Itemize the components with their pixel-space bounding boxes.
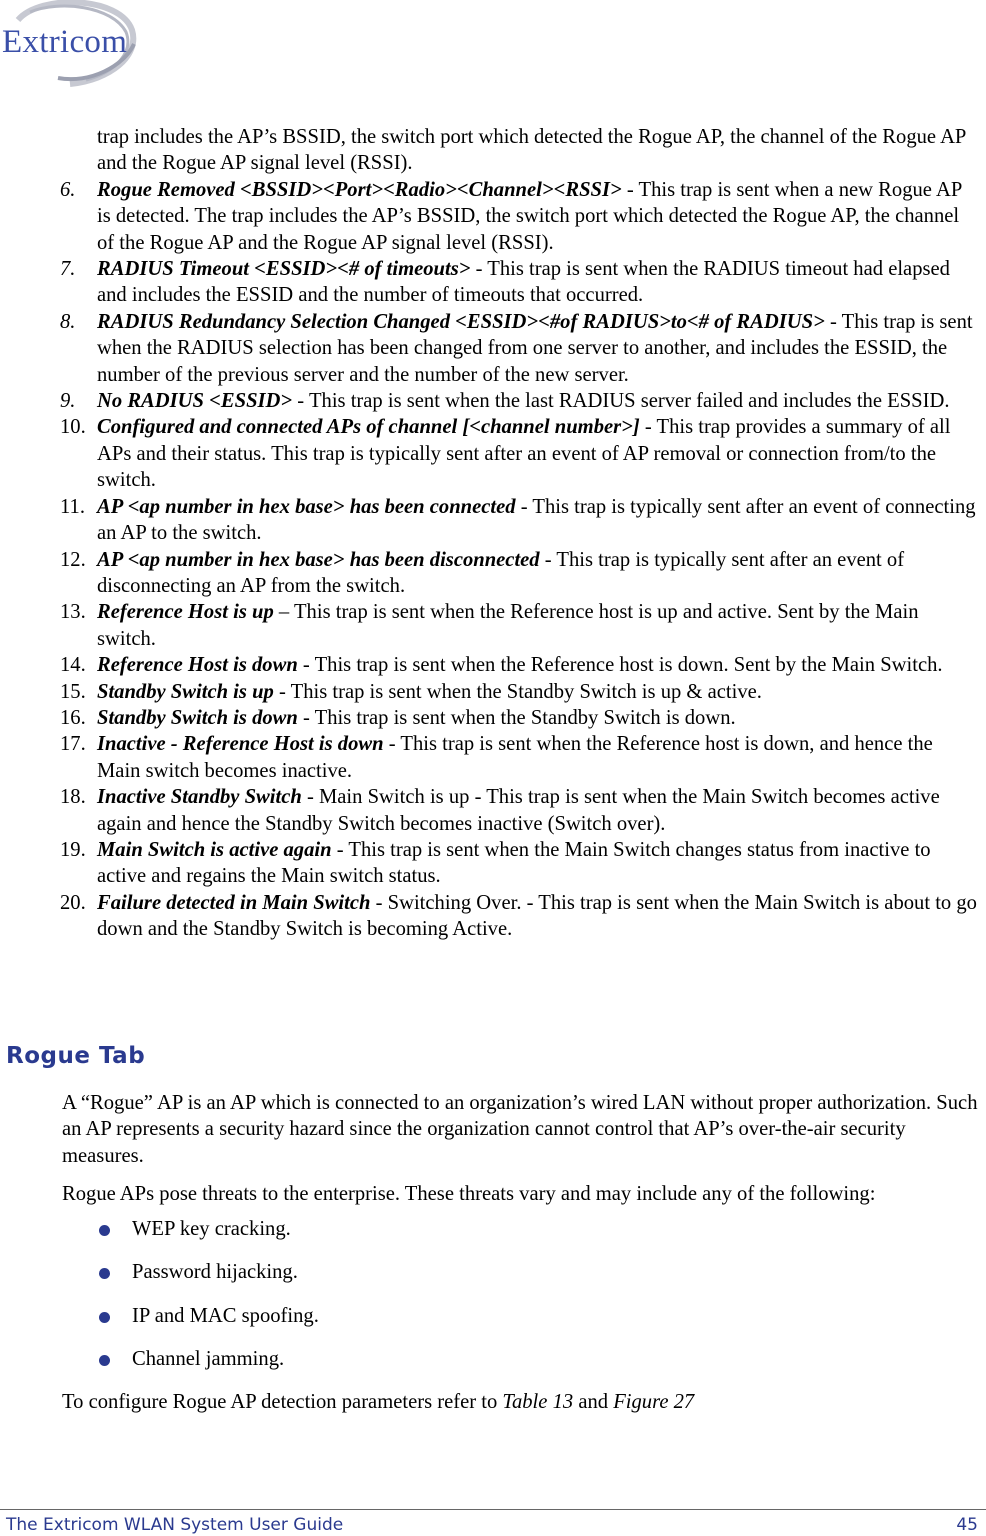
section-heading: Rogue Tab	[6, 1043, 146, 1069]
extricom-logo	[0, 0, 142, 92]
bullet-item: Channel jamming.	[62, 1346, 319, 1389]
bullet-dot-icon	[99, 1312, 110, 1323]
threat-list	[62, 1216, 319, 1389]
bullet-dot-icon	[99, 1225, 110, 1236]
list-item: 9. No RADIUS <ESSID> - This trap is sent when the last RADIUS server failed and includes the ESSID.	[60, 390, 950, 413]
list-item: 17. Inactive - Reference Host is down - This trap is sent when the Reference host is down, and hence the Main switch becomes inactive.	[60, 733, 933, 782]
list-item: 20. Failure detected in Main Switch - Switching Over. - This trap is sent when the Main Switch is about to go down and the Standby Switch is becoming Active.	[60, 891, 977, 941]
list-item: 6. Rogue Removed <BSSID><Port><Radio><Channel><RSSI> - This trap is sent when a new Rogue AP is detected. The trap includes the AP’s BSSID, the switch port which detected the Rogue AP, the channel of the Rogue AP and the Rogue AP signal level (RSSI).	[60, 178, 962, 254]
rogue-threats-paragraph: Rogue APs pose threats to the enterprise. These threats vary and may include any of the following:	[62, 1183, 876, 1205]
list-item: 10. Configured and connected APs of channel [<channel number>] - This trap provides a summary of all APs and their status. This trap is typically sent after an event of AP removal or connection from/to the switch.	[60, 416, 951, 492]
footer-title: The Extricom WLAN System User Guide	[6, 1515, 344, 1535]
list-item: 19. Main Switch is active again - This trap is sent when the Main Switch changes status from inactive to active and regains the Main switch status.	[60, 838, 931, 888]
list-item: 13. Reference Host is up – This trap is sent when the Reference host is up and active. Sent by the Main switch.	[60, 601, 919, 650]
list-item: 15. Standby Switch is up - This trap is sent when the Standby Switch is up & active.	[60, 680, 762, 703]
list-item: 12. AP <ap number in hex base> has been disconnected - This trap is typically sent after an event of disconnecting an AP from the switch.	[60, 548, 905, 597]
bullet-item: WEP key cracking.	[62, 1216, 319, 1259]
page-number: 45	[956, 1515, 978, 1535]
bullet-dot-icon	[99, 1268, 110, 1279]
list-item: 7. RADIUS Timeout <ESSID><# of timeouts> - This trap is sent when the RADIUS timeout had elapsed and includes the ESSID and the number of timeouts that occurred.	[60, 258, 950, 307]
logo-wordmark: Extricom	[2, 24, 128, 60]
rogue-definition-paragraph: A “Rogue” AP is an AP which is connected to an organization’s wired LAN without proper authorization. Such an AP represents a security hazard since the organization cannot control that AP’s over-the-air security measures.	[62, 1092, 978, 1167]
list-item: 14. Reference Host is down - This trap is sent when the Reference host is down. Sent by the Main Switch.	[60, 654, 943, 677]
bullet-item: IP and MAC spoofing.	[62, 1303, 319, 1346]
reference-paragraph: To configure Rogue AP detection parameters refer to Table 13 and Figure 27	[62, 1391, 695, 1413]
bullet-dot-icon	[99, 1355, 110, 1366]
list-item: 16. Standby Switch is down - This trap is sent when the Standby Switch is down.	[60, 706, 736, 729]
list-item-continuation: trap includes the AP’s BSSID, the switch port which detected the Rogue AP, the channel of the Rogue AP and the Rogue AP signal level (RSSI).	[97, 126, 966, 175]
footer-divider	[0, 1509, 986, 1510]
figure-reference: Figure 27	[613, 1391, 695, 1413]
list-item: 8. RADIUS Redundancy Selection Changed <ESSID><#of RADIUS>to<# of RADIUS> - This trap is sent when the RADIUS selection has been changed from one server to another, and includes the ESSID, the number of the previous server and the number of the new server.	[60, 310, 973, 386]
bullet-item: Password hijacking.	[62, 1259, 319, 1302]
list-item: 11. AP <ap number in hex base> has been connected - This trap is typically sent after an event of connecting an AP to the switch.	[60, 495, 976, 545]
table-reference: Table 13	[502, 1391, 574, 1413]
trap-list	[60, 124, 978, 943]
list-item: 18. Inactive Standby Switch - Main Switch is up - This trap is sent when the Main Switch becomes active again and hence the Standby Switch becomes inactive (Switch over).	[60, 786, 940, 835]
